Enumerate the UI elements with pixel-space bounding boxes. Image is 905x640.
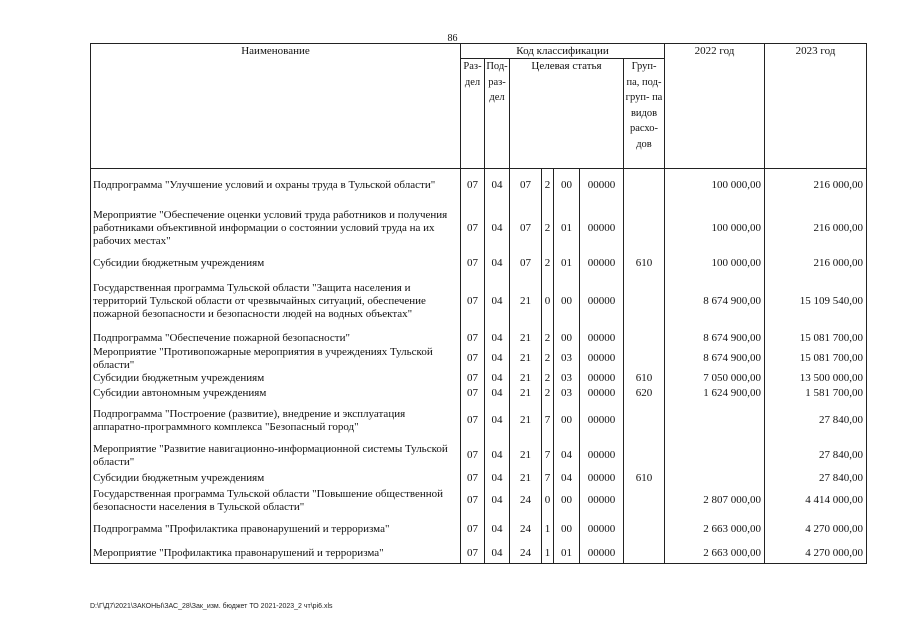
table-row	[91, 471, 867, 486]
header-expense-group: Груп- па, под- груп- па видов расхо- дов	[624, 59, 665, 169]
table-row	[91, 486, 867, 516]
row-amount-2023: 13 500 000,00	[765, 372, 867, 386]
table-row	[91, 516, 867, 544]
row-amount-2022: 100 000,00	[665, 169, 765, 203]
row-amount-2022	[665, 401, 765, 441]
row-section: 07	[461, 441, 485, 471]
row-target-program: 21	[510, 471, 542, 486]
page-number: 86	[447, 33, 458, 44]
row-target-measure: 01	[554, 255, 580, 273]
row-section: 07	[461, 273, 485, 331]
header-code-group: Код классификации	[461, 44, 665, 59]
row-target-direction: 00000	[580, 255, 624, 273]
row-target-direction: 00000	[580, 401, 624, 441]
row-name: Подпрограмма "Построение (развитие), внедрение и эксплуатация аппаратно-программного комплекса "Безопасный город"	[91, 401, 461, 441]
row-target-program: 24	[510, 516, 542, 544]
row-name: Подпрограмма "Профилактика правонарушений и терроризма"	[91, 516, 461, 544]
row-target-subprogram: 2	[542, 346, 554, 372]
row-target-measure: 03	[554, 346, 580, 372]
row-amount-2022: 100 000,00	[665, 203, 765, 255]
row-name: Субсидии бюджетным учреждениям	[91, 372, 461, 386]
table-header	[91, 44, 867, 169]
row-target-subprogram: 7	[542, 441, 554, 471]
row-name: Мероприятие "Противопожарные мероприятия в учреждениях Тульской области"	[91, 346, 461, 372]
row-amount-2022: 100 000,00	[665, 255, 765, 273]
row-subsection: 04	[485, 273, 510, 331]
table-row	[91, 386, 867, 401]
row-expense-group	[624, 169, 665, 203]
row-amount-2023: 1 581 700,00	[765, 386, 867, 401]
row-name: Государственная программа Тульской области "Повышение общественной безопасности населения в Тульской области"	[91, 486, 461, 516]
row-section: 07	[461, 486, 485, 516]
row-target-measure: 03	[554, 386, 580, 401]
row-target-direction: 00000	[580, 331, 624, 346]
row-name: Мероприятие "Развитие навигационно-информационной системы Тульской области"	[91, 441, 461, 471]
row-expense-group	[624, 516, 665, 544]
row-amount-2023: 15 081 700,00	[765, 346, 867, 372]
row-amount-2022: 7 050 000,00	[665, 372, 765, 386]
row-target-measure: 00	[554, 486, 580, 516]
row-target-subprogram: 1	[542, 516, 554, 544]
table-row	[91, 441, 867, 471]
row-target-subprogram: 0	[542, 273, 554, 331]
row-name: Субсидии бюджетным учреждениям	[91, 255, 461, 273]
row-subsection: 04	[485, 471, 510, 486]
row-target-measure: 01	[554, 203, 580, 255]
row-target-program: 07	[510, 169, 542, 203]
row-target-measure: 00	[554, 273, 580, 331]
row-section: 07	[461, 372, 485, 386]
row-section: 07	[461, 203, 485, 255]
row-target-program: 21	[510, 331, 542, 346]
row-section: 07	[461, 516, 485, 544]
row-subsection: 04	[485, 386, 510, 401]
row-section: 07	[461, 331, 485, 346]
row-amount-2022: 8 674 900,00	[665, 273, 765, 331]
row-target-direction: 00000	[580, 346, 624, 372]
row-name: Подпрограмма "Улучшение условий и охраны труда в Тульской области"	[91, 169, 461, 203]
row-amount-2023: 216 000,00	[765, 255, 867, 273]
table-row	[91, 401, 867, 441]
row-amount-2022: 2 663 000,00	[665, 516, 765, 544]
row-target-subprogram: 2	[542, 203, 554, 255]
row-subsection: 04	[485, 346, 510, 372]
row-expense-group: 610	[624, 372, 665, 386]
row-name: Субсидии бюджетным учреждениям	[91, 471, 461, 486]
row-target-measure: 00	[554, 516, 580, 544]
row-target-measure: 04	[554, 471, 580, 486]
row-target-direction: 00000	[580, 169, 624, 203]
row-target-direction: 00000	[580, 486, 624, 516]
row-target-program: 21	[510, 386, 542, 401]
row-target-measure: 00	[554, 401, 580, 441]
row-target-program: 21	[510, 346, 542, 372]
row-target-subprogram: 2	[542, 169, 554, 203]
row-amount-2022: 8 674 900,00	[665, 346, 765, 372]
row-amount-2022	[665, 441, 765, 471]
header-section: Раз- дел	[461, 59, 485, 169]
row-target-direction: 00000	[580, 203, 624, 255]
row-target-program: 21	[510, 401, 542, 441]
row-expense-group	[624, 486, 665, 516]
row-target-program: 21	[510, 273, 542, 331]
table-row	[91, 372, 867, 386]
row-expense-group	[624, 331, 665, 346]
row-subsection: 04	[485, 169, 510, 203]
row-target-direction: 00000	[580, 441, 624, 471]
row-target-subprogram: 2	[542, 255, 554, 273]
row-amount-2023: 4 414 000,00	[765, 486, 867, 516]
row-target-program: 21	[510, 372, 542, 386]
row-name: Государственная программа Тульской области "Защита населения и территорий Тульской области от чрезвычайных ситуаций, обеспечение пожарной безопасности и безопасности людей на водных объектах"	[91, 273, 461, 331]
row-target-subprogram: 2	[542, 331, 554, 346]
row-name: Субсидии автономным учреждениям	[91, 386, 461, 401]
row-target-measure: 03	[554, 372, 580, 386]
header-name: Наименование	[91, 44, 461, 169]
row-amount-2023: 15 109 540,00	[765, 273, 867, 331]
row-target-direction: 00000	[580, 372, 624, 386]
row-target-measure: 00	[554, 169, 580, 203]
row-subsection: 04	[485, 401, 510, 441]
row-target-direction: 00000	[580, 273, 624, 331]
row-amount-2022	[665, 471, 765, 486]
row-subsection: 04	[485, 441, 510, 471]
row-amount-2023: 27 840,00	[765, 441, 867, 471]
row-target-measure: 00	[554, 331, 580, 346]
row-subsection: 04	[485, 372, 510, 386]
row-name: Подпрограмма "Обеспечение пожарной безопасности"	[91, 331, 461, 346]
row-amount-2023: 27 840,00	[765, 401, 867, 441]
row-expense-group	[624, 544, 665, 564]
row-amount-2023: 216 000,00	[765, 169, 867, 203]
row-target-measure: 01	[554, 544, 580, 564]
row-expense-group	[624, 441, 665, 471]
row-amount-2023: 216 000,00	[765, 203, 867, 255]
row-section: 07	[461, 544, 485, 564]
row-section: 07	[461, 471, 485, 486]
row-target-direction: 00000	[580, 516, 624, 544]
row-amount-2022: 8 674 900,00	[665, 331, 765, 346]
row-target-subprogram: 2	[542, 372, 554, 386]
row-name: Мероприятие "Обеспечение оценки условий труда работников и получения работниками объективной информации о состоянии условий труда на их рабочих местах"	[91, 203, 461, 255]
footer-file-path: D:\Г\Д7\2021\ЗАКОНЫ\ЗАС_28\Зак_изм. бюджет ТО 2021-2023_2 чт\рі6.xls	[90, 603, 333, 610]
row-target-subprogram: 7	[542, 471, 554, 486]
row-target-program: 24	[510, 544, 542, 564]
header-year-2022: 2022 год	[665, 44, 765, 169]
row-section: 07	[461, 169, 485, 203]
header-target-article: Целевая статья	[510, 59, 624, 169]
row-amount-2022: 1 624 900,00	[665, 386, 765, 401]
table-row	[91, 255, 867, 273]
table-row	[91, 273, 867, 331]
row-expense-group: 620	[624, 386, 665, 401]
row-amount-2023: 15 081 700,00	[765, 331, 867, 346]
row-target-program: 24	[510, 486, 542, 516]
row-target-subprogram: 7	[542, 401, 554, 441]
row-target-measure: 04	[554, 441, 580, 471]
row-amount-2023: 4 270 000,00	[765, 544, 867, 564]
row-target-subprogram: 2	[542, 386, 554, 401]
table-row	[91, 331, 867, 346]
row-expense-group: 610	[624, 471, 665, 486]
row-subsection: 04	[485, 486, 510, 516]
row-subsection: 04	[485, 544, 510, 564]
table-row	[91, 346, 867, 372]
row-target-direction: 00000	[580, 544, 624, 564]
row-expense-group	[624, 401, 665, 441]
table-row	[91, 544, 867, 564]
budget-table	[90, 43, 867, 564]
row-amount-2022: 2 807 000,00	[665, 486, 765, 516]
row-target-subprogram: 0	[542, 486, 554, 516]
row-amount-2023: 4 270 000,00	[765, 516, 867, 544]
row-name: Мероприятие "Профилактика правонарушений и терроризма"	[91, 544, 461, 564]
row-section: 07	[461, 386, 485, 401]
row-amount-2023: 27 840,00	[765, 471, 867, 486]
row-target-direction: 00000	[580, 471, 624, 486]
row-section: 07	[461, 346, 485, 372]
row-subsection: 04	[485, 255, 510, 273]
header-year-2023: 2023 год	[765, 44, 867, 169]
row-expense-group	[624, 273, 665, 331]
table-row	[91, 169, 867, 203]
row-target-subprogram: 1	[542, 544, 554, 564]
row-expense-group	[624, 203, 665, 255]
table-body	[91, 169, 867, 564]
row-subsection: 04	[485, 203, 510, 255]
table-row	[91, 203, 867, 255]
row-target-direction: 00000	[580, 386, 624, 401]
row-section: 07	[461, 255, 485, 273]
row-subsection: 04	[485, 516, 510, 544]
row-expense-group: 610	[624, 255, 665, 273]
row-target-program: 07	[510, 255, 542, 273]
row-subsection: 04	[485, 331, 510, 346]
row-target-program: 21	[510, 441, 542, 471]
row-amount-2022: 2 663 000,00	[665, 544, 765, 564]
row-expense-group	[624, 346, 665, 372]
row-section: 07	[461, 401, 485, 441]
row-target-program: 07	[510, 203, 542, 255]
header-subsection: Под- раз- дел	[485, 59, 510, 169]
